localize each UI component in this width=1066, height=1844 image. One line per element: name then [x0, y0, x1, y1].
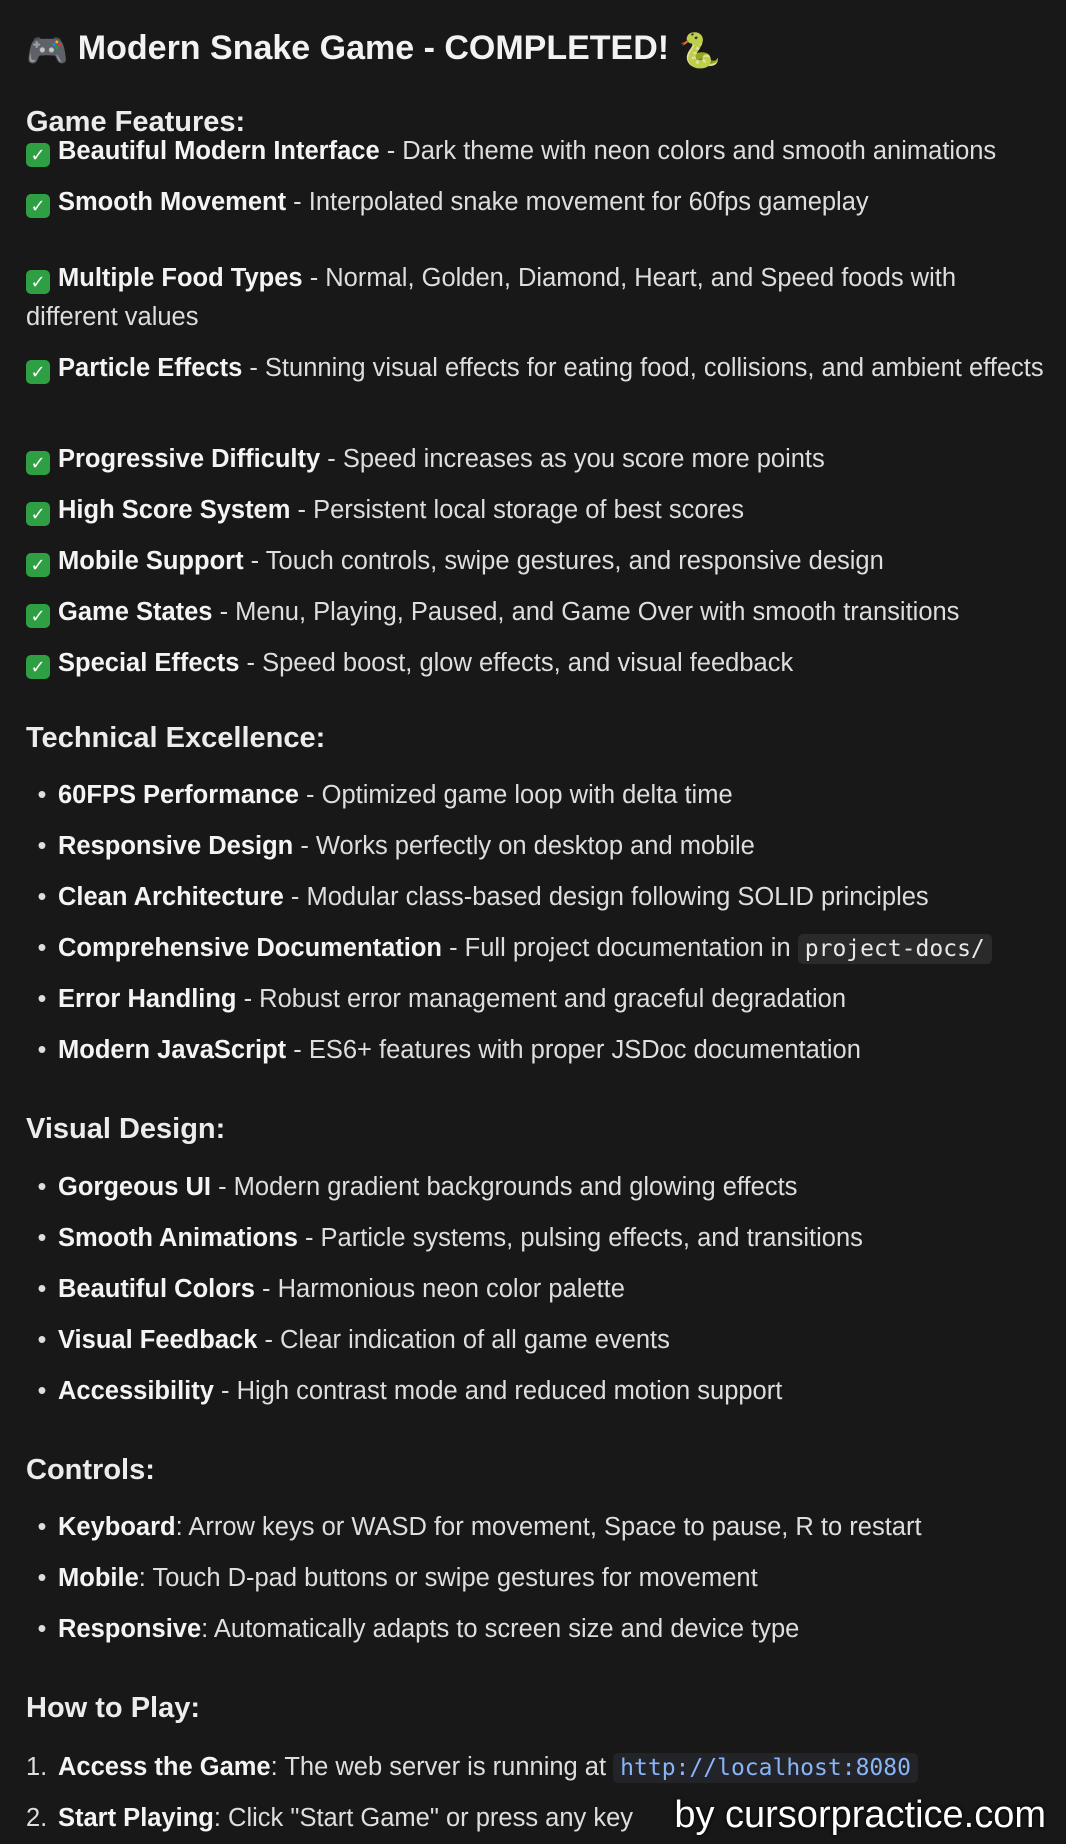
feature-item: [26, 542, 1066, 581]
feature-title: Beautiful Modern Interface: [58, 137, 380, 165]
item-desc: - Works perfectly on desktop and mobile: [293, 832, 755, 860]
list-item: [26, 1270, 1066, 1309]
feature-desc: - Normal, Golden, Diamond, Heart, and Speed foods with different values: [26, 264, 957, 331]
item-title: Visual Feedback: [58, 1326, 258, 1354]
feature-desc: - Speed boost, glow effects, and visual feedback: [239, 649, 794, 677]
feature-desc: - Stunning visual effects for eating food, collisions, and ambient effects: [242, 354, 1044, 382]
item-title: Comprehensive Documentation: [58, 934, 442, 962]
bullet: •: [37, 985, 47, 1013]
list-item: [26, 776, 1066, 815]
feature-item: [26, 349, 1054, 388]
item-desc: : Touch D-pad buttons or swipe gestures for movement: [138, 1564, 758, 1592]
check-icon: ✓: [26, 502, 50, 526]
list-item: [26, 1031, 1066, 1070]
list-item: [26, 1559, 1066, 1598]
check-icon: ✓: [26, 360, 50, 384]
item-desc: : The web server is running at: [270, 1753, 614, 1781]
feature-item: [26, 644, 1066, 683]
feature-item: [26, 132, 1066, 171]
item-title: Beautiful Colors: [58, 1275, 255, 1303]
feature-desc: - Interpolated snake movement for 60fps gameplay: [286, 188, 869, 216]
item-title: Responsive: [58, 1615, 202, 1643]
item-number: 2.: [26, 1804, 48, 1832]
feature-title: Mobile Support: [58, 547, 244, 575]
inline-code: project-docs/: [798, 934, 992, 964]
list-item: [26, 1508, 1066, 1547]
watermark: by cursorpractice.com: [674, 1794, 1046, 1836]
check-icon: ✓: [26, 194, 50, 218]
technical-heading: Technical Excellence:: [26, 722, 326, 754]
feature-desc: - Dark theme with neon colors and smooth animations: [379, 137, 997, 165]
item-desc: : Automatically adapts to screen size and device type: [201, 1615, 800, 1643]
check-icon: ✓: [26, 270, 50, 294]
item-desc: - Modular class-based design following SOLID principles: [283, 883, 929, 911]
bullet: •: [37, 1036, 47, 1064]
bullet: •: [37, 1615, 47, 1643]
bullet: •: [37, 1564, 47, 1592]
list-item: [26, 980, 1066, 1019]
item-title: Gorgeous UI: [58, 1173, 212, 1201]
snake-icon: 🐍: [678, 32, 721, 70]
controls-heading: Controls:: [26, 1454, 155, 1486]
visual-heading: Visual Design:: [26, 1113, 226, 1145]
page-title: [26, 26, 721, 73]
bullet: •: [37, 1275, 47, 1303]
check-icon: ✓: [26, 604, 50, 628]
feature-desc: - Persistent local storage of best scores: [290, 496, 744, 524]
item-title: Smooth Animations: [58, 1224, 298, 1252]
feature-title: Game States: [58, 598, 213, 626]
feature-item: [26, 491, 1066, 530]
feature-title: Smooth Movement: [58, 188, 287, 216]
item-title: Error Handling: [58, 985, 237, 1013]
list-item: [26, 878, 1066, 917]
features-heading: Game Features:: [26, 106, 246, 138]
feature-desc: - Speed increases as you score more points: [320, 445, 825, 473]
item-desc: : Click "Start Game" or press any key: [213, 1804, 634, 1832]
list-item: [26, 1372, 1066, 1411]
feature-item: [26, 183, 1066, 222]
bullet: •: [37, 1377, 47, 1405]
check-icon: ✓: [26, 143, 50, 167]
list-item: [26, 1321, 1066, 1360]
item-title: Mobile: [58, 1564, 139, 1592]
bullet: •: [37, 1513, 47, 1541]
bullet: •: [37, 1224, 47, 1252]
item-title: Keyboard: [58, 1513, 176, 1541]
item-desc: - Modern gradient backgrounds and glowing effects: [211, 1173, 798, 1201]
bullet: •: [37, 1173, 47, 1201]
localhost-link[interactable]: http://localhost:8080: [613, 1753, 918, 1783]
item-title: 60FPS Performance: [58, 781, 299, 809]
item-desc: - Optimized game loop with delta time: [298, 781, 733, 809]
feature-desc: - Touch controls, swipe gestures, and responsive design: [243, 547, 884, 575]
item-title: Clean Architecture: [58, 883, 284, 911]
item-desc: - Harmonious neon color palette: [254, 1275, 625, 1303]
item-desc: - ES6+ features with proper JSDoc documentation: [286, 1036, 861, 1064]
feature-title: Multiple Food Types: [58, 264, 303, 292]
page-title-text: Modern Snake Game - COMPLETED!: [77, 29, 670, 67]
item-title: Accessibility: [58, 1377, 214, 1405]
item-title: Modern JavaScript: [58, 1036, 287, 1064]
list-item: [26, 1219, 1066, 1258]
list-item: [26, 1610, 1066, 1649]
feature-item: [26, 593, 1066, 632]
bullet: •: [37, 934, 47, 962]
item-desc: - Full project documentation in: [441, 934, 798, 962]
item-desc: : Arrow keys or WASD for movement, Space to pause, R to restart: [175, 1513, 922, 1541]
feature-title: Special Effects: [58, 649, 240, 677]
item-desc: - Robust error management and graceful degradation: [236, 985, 847, 1013]
list-item: [26, 1168, 1066, 1207]
ordered-item: [26, 1748, 1066, 1788]
feature-title: Particle Effects: [58, 354, 243, 382]
feature-title: High Score System: [58, 496, 291, 524]
item-title: Responsive Design: [58, 832, 294, 860]
item-title: Start Playing: [58, 1804, 214, 1832]
bullet: •: [37, 883, 47, 911]
item-number: 1.: [26, 1753, 48, 1781]
list-item: [26, 929, 1066, 969]
feature-item: [26, 440, 1066, 479]
check-icon: ✓: [26, 553, 50, 577]
game-controller-icon: 🎮: [26, 32, 69, 70]
bullet: •: [37, 832, 47, 860]
item-desc: - Particle systems, pulsing effects, and transitions: [297, 1224, 863, 1252]
item-desc: - Clear indication of all game events: [257, 1326, 670, 1354]
item-desc: - High contrast mode and reduced motion support: [213, 1377, 783, 1405]
list-item: [26, 827, 1066, 866]
bullet: •: [37, 1326, 47, 1354]
check-icon: ✓: [26, 655, 50, 679]
item-title: Access the Game: [58, 1753, 271, 1781]
feature-item: [26, 259, 1054, 337]
feature-desc: - Menu, Playing, Paused, and Game Over with smooth transitions: [212, 598, 960, 626]
feature-title: Progressive Difficulty: [58, 445, 321, 473]
check-icon: ✓: [26, 451, 50, 475]
howto-heading: How to Play:: [26, 1692, 201, 1724]
bullet: •: [37, 781, 47, 809]
